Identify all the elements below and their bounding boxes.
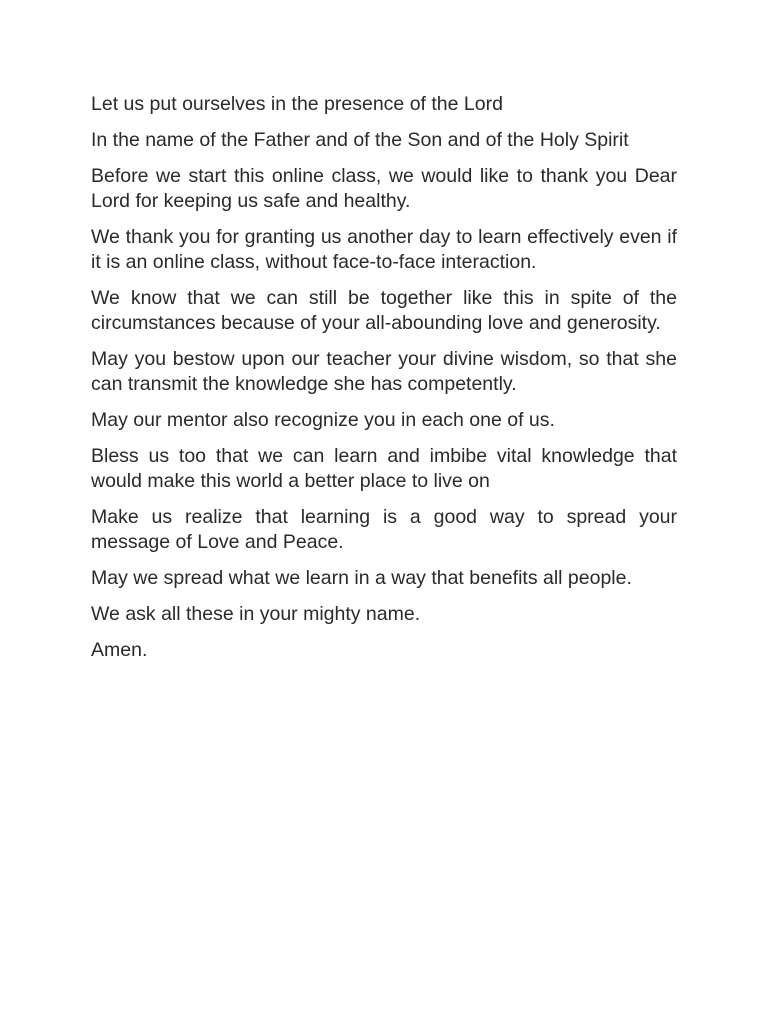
paragraph-ask-name: We ask all these in your mighty name. [91,603,421,625]
paragraph-mentor: May our mentor also recognize you in each one of us. [91,409,555,431]
paragraph-together: We know that we can still be together like this in spite of the circumstances because of your all-abounding love and generosity. [91,287,677,334]
paragraph-teacher-wisdom: May you bestow upon our teacher your divine wisdom, so that she can transmit the knowledge she has competently. [91,348,677,395]
paragraph-bless-us: Bless us too that we can learn and imbibe vital knowledge that would make this world a better place to live on [91,445,677,492]
paragraph-thanks-day: We thank you for granting us another day to learn effectively even if it is an online class, without face-to-face interaction. [91,226,677,273]
paragraph-amen: Amen. [91,639,148,661]
paragraph-opening: Let us put ourselves in the presence of the Lord [91,93,503,115]
paragraph-sign-of-cross: In the name of the Father and of the Son and of the Holy Spirit [91,129,629,151]
paragraph-realize-learning: Make us realize that learning is a good way to spread your message of Love and Peace. [91,506,677,553]
paragraph-thanks-safety: Before we start this online class, we would like to thank you Dear Lord for keeping us safe and healthy. [91,165,677,212]
paragraph-spread-learning: May we spread what we learn in a way that benefits all people. [91,567,632,589]
